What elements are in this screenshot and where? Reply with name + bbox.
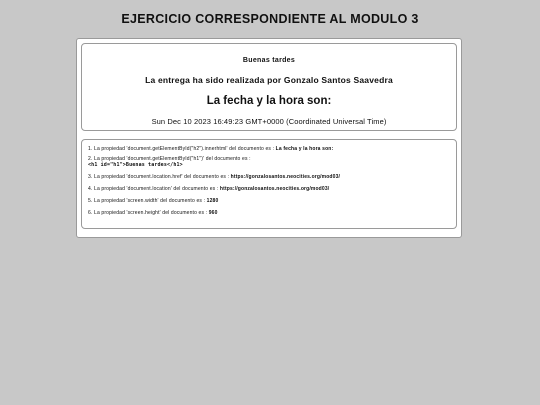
property-line-1 — [88, 146, 456, 152]
property-label: 6. La propiedad 'screen.height' del documento es : — [88, 210, 209, 216]
property-line-4 — [88, 186, 456, 192]
property-value: https://gonzalosantos.neocities.org/mod03/ — [219, 186, 330, 192]
main-container — [76, 38, 462, 238]
property-label: 5. La propiedad 'screen.width' del documento es : — [88, 198, 207, 204]
property-label: 1. La propiedad 'document.getElementById("h2").innerhtml' del documento es : — [88, 146, 276, 152]
property-line-3 — [88, 174, 456, 180]
greeting-heading: Buenas tardes — [242, 57, 296, 64]
property-value: 1280 — [206, 198, 219, 204]
property-line-5 — [88, 198, 456, 204]
property-value: https://gonzalosantos.neocities.org/mod03/ — [230, 174, 341, 180]
delivery-text: La entrega ha sido realizada por Gonzalo Santos Saavedra — [145, 75, 393, 85]
page-title: EJERCICIO CORRESPONDIENTE AL MODULO 3 — [121, 12, 419, 26]
property-line-6 — [88, 210, 456, 216]
property-value: La fecha y la hora son: — [275, 146, 334, 152]
greeting-card — [81, 43, 457, 131]
properties-card — [81, 139, 457, 229]
date-value: Sun Dec 10 2023 16:49:23 GMT+0000 (Coordinated Universal Time) — [151, 117, 387, 126]
property-value: 960 — [208, 210, 218, 216]
property-label: 3. La propiedad 'document.location.href' del documento es : — [88, 174, 231, 180]
property-label: 4. La propiedad 'document.location' del documento es : — [88, 186, 220, 192]
date-heading: La fecha y la hora son: — [206, 95, 332, 107]
property-label: 2. La propiedad 'document.getElementById("h1")' del documento es : — [88, 156, 251, 162]
property-value: <h1 id="h1">Buenas tardes</h1> — [88, 162, 183, 168]
property-line-2 — [88, 156, 456, 168]
